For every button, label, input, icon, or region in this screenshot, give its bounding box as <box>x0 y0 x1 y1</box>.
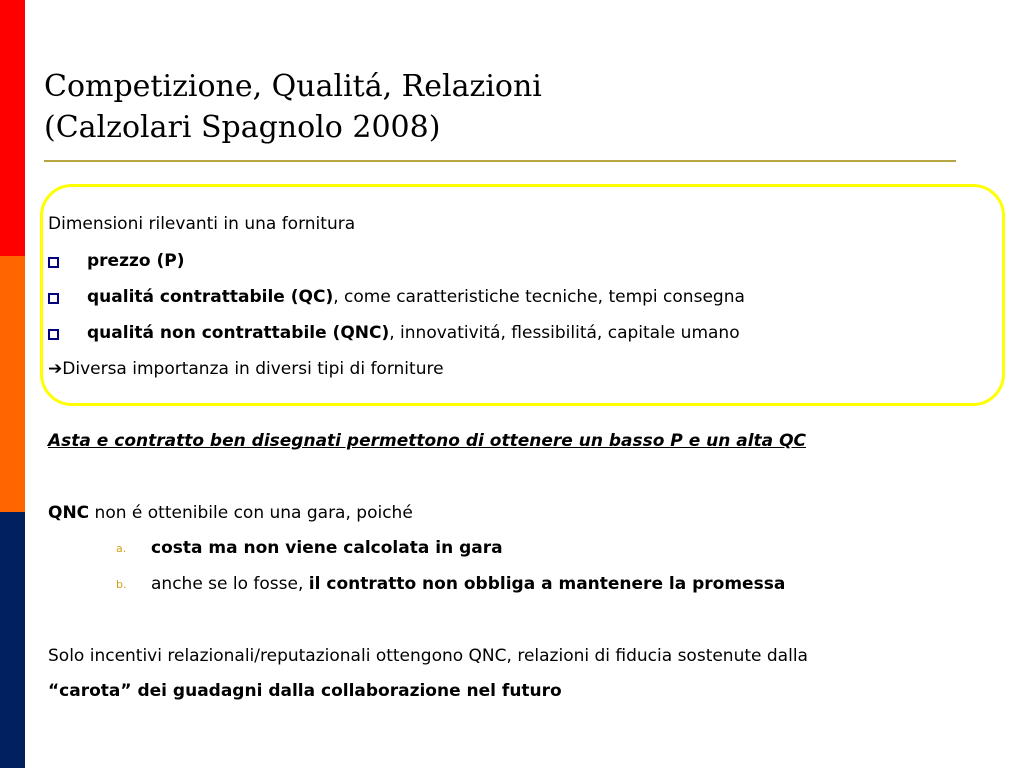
bullet-bold: qualitá non contrattabile (QNC) <box>87 323 390 343</box>
arrow-right-icon: ➔ <box>48 359 63 379</box>
slide-title <box>44 66 542 148</box>
item-plain: anche se lo fosse, <box>151 574 309 594</box>
qnc-lead <box>48 502 413 524</box>
square-bullet-icon <box>48 293 59 304</box>
asta-statement: Asta e contratto ben disegnati permettono di ottenere un basso P e un alta QC <box>48 431 807 451</box>
solo-line-2: “carota” dei guadagni dalla collaborazione nel futuro <box>48 681 562 701</box>
item-bold: il contratto non obbliga a mantenere la promessa <box>308 574 786 594</box>
qnc-lead-rest: non é ottenibile con una gara, poiché <box>89 503 413 523</box>
box-conclusion <box>48 358 444 380</box>
bullet-item-prezzo <box>87 250 184 272</box>
list-marker-a: a. <box>116 542 127 555</box>
list-marker-b: b. <box>116 578 127 591</box>
solo-line-1: Solo incentivi relazionali/reputazionali ottengono QNC, relazioni di fiducia sostenute dalla <box>48 646 808 666</box>
square-bullet-icon <box>48 329 59 340</box>
qnc-item-a <box>151 537 503 559</box>
box-heading: Dimensioni rilevanti in una fornitura <box>48 214 356 234</box>
bullet-bold: qualitá contrattabile (QC) <box>87 287 334 307</box>
bullet-rest: , come caratteristiche tecniche, tempi consegna <box>333 287 745 307</box>
qnc-lead-bold: QNC <box>48 503 90 523</box>
title-underline <box>44 160 956 162</box>
bullet-rest: , innovativitá, flessibilitá, capitale umano <box>389 323 740 343</box>
bullet-item-qnc <box>87 322 740 344</box>
qnc-item-b <box>151 573 785 595</box>
title-line-1: Competizione, Qualitá, Relazioni <box>44 69 542 104</box>
bullet-bold: prezzo (P) <box>87 251 185 271</box>
conclusion-text: Diversa importanza in diversi tipi di forniture <box>62 359 444 379</box>
square-bullet-icon <box>48 257 59 268</box>
accent-bar-red <box>0 0 25 256</box>
bullet-item-qc <box>87 286 745 308</box>
item-bold: costa ma non viene calcolata in gara <box>151 538 503 558</box>
title-line-2: (Calzolari Spagnolo 2008) <box>44 110 441 145</box>
accent-bar-navy <box>0 512 25 768</box>
accent-bar-orange <box>0 256 25 512</box>
